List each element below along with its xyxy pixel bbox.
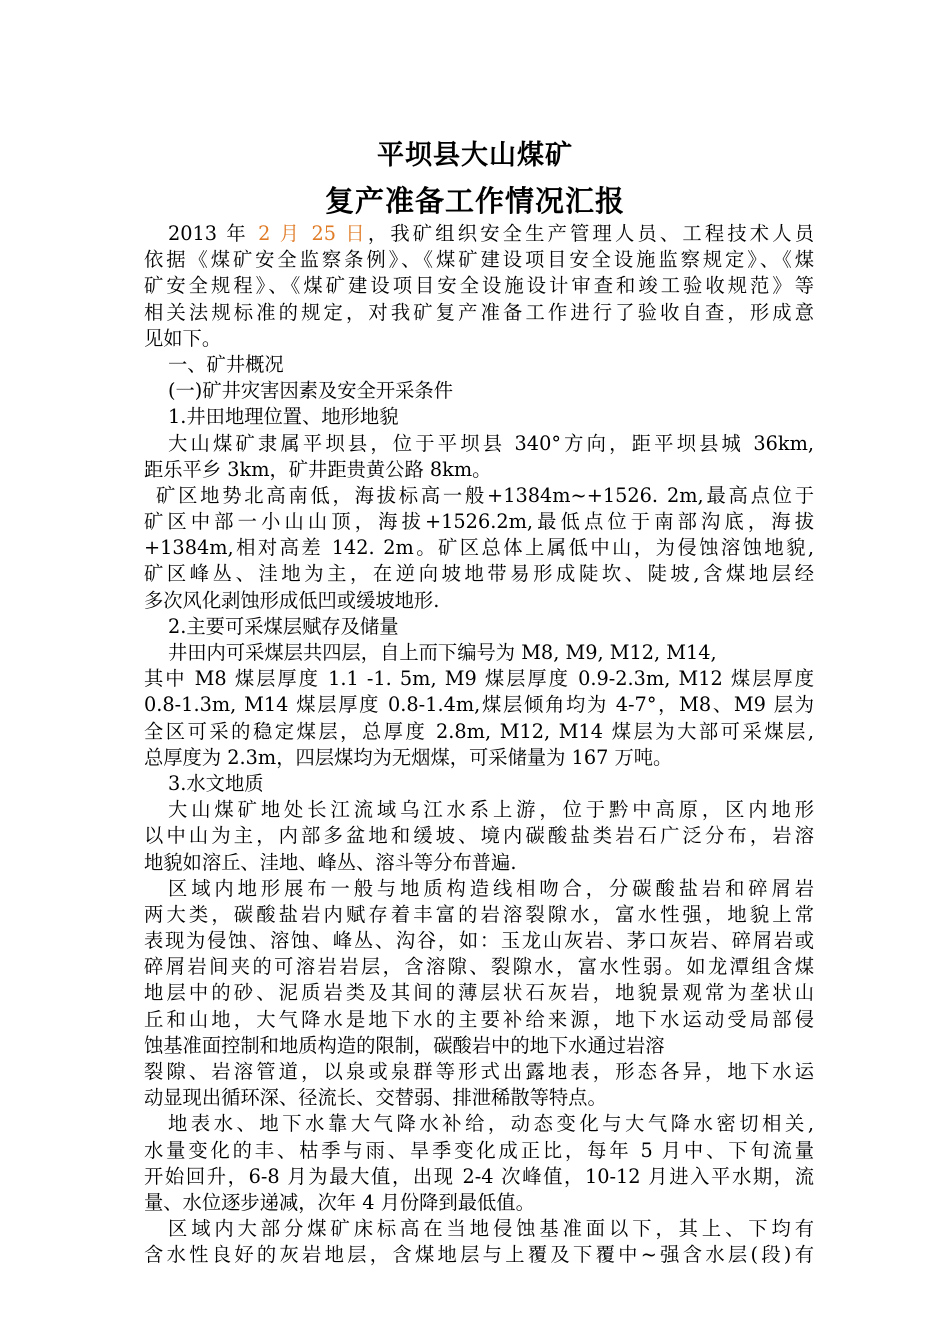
paragraph-line: 地层中的砂、泥质岩类及其间的薄层状石灰岩，地貌景观常为垄状山 [144,981,814,1005]
paragraph-line: 矿安全规程》、《煤矿建设项目安全设施设计审查和竣工验收规范》等 [144,274,814,298]
paragraph-line: 地貌如溶丘、洼地、峰丛、溶斗等分布普遍. [144,850,517,874]
paragraph-line: 动显现出循环深、径流长、交替弱、排泄稀散等特点。 [144,1086,607,1110]
paragraph-line: 相关法规标准的规定，对我矿复产准备工作进行了验收自查，形成意 [144,300,814,324]
paragraph-line: 0.8-1.3m, M14 煤层厚度 0.8-1.4m,煤层倾角均为 4-7°，M8、M9 层为 [144,693,814,717]
highlighted-date: 2 月 25 日 [258,222,368,245]
paragraph-line: 表现为侵蚀、溶蚀、峰丛、沟谷，如：玉龙山灰岩、茅口灰岩、碎屑岩或 [144,929,814,953]
paragraph-line: 水量变化的丰、枯季与雨、旱季变化成正比，每年 5 月中、下旬流量 [144,1138,814,1162]
paragraph-line: 总厚度为 2.3m，四层煤均为无烟煤，可采储量为 167 万吨。 [144,745,673,769]
paragraph-line: 井田内可采煤层共四层，自上而下编号为 M8, M9, M12, M14, [168,641,717,664]
doc-title-line1: 平坝县大山煤矿 [377,140,573,171]
paragraph-line: 两大类，碳酸盐岩内赋存着丰富的岩溶裂隙水，富水性强，地貌上常 [144,902,814,926]
paragraph-line: 其中 M8 煤层厚度 1.1 -1. 5m, M9 煤层厚度 0.9-2.3m, M12 煤层厚度 [144,667,814,691]
paragraph-line [144,221,814,247]
paragraph-line: 碎屑岩间夹的可溶岩岩层，含溶隙、裂隙水，富水性弱。如龙潭组含煤 [144,955,814,979]
paragraph-line: 裂隙、岩溶管道，以泉或泉群等形式出露地表，形态各异，地下水运 [144,1060,814,1083]
document-body [144,221,814,1269]
paragraph-line: 大山煤矿隶属平坝县，位于平坝县 340°方向，距平坝县城 36km, [168,431,814,455]
paragraph-line: 依据《煤矿安全监察条例》、《煤矿建设项目安全设施监察规定》、《煤 [144,248,814,272]
item-heading: 2.主要可采煤层赋存及储量 [168,614,399,638]
paragraph-line: +1384m,相对高差 142. 2m。矿区总体上属低中山，为侵蚀溶蚀地貌, [144,536,814,560]
paragraph-line: 大山煤矿地处长江流域乌江水系上游，位于黔中高原，区内地形 [168,798,814,822]
paragraph-line: 矿区峰丛、洼地为主，在逆向坡地带易形成陡坎、陡坡,含煤地层经 [144,562,814,586]
paragraph-line: 全区可采的稳定煤层，总厚度 2.8m, M12, M14 煤层为大部可采煤层, [144,719,814,743]
paragraph-line: 矿区中部一小山山顶，海拔+1526.2m,最低点位于南部沟底，海拔 [144,510,814,534]
paragraph-line: 以中山为主，内部多盆地和缓坡、境内碳酸盐类岩石广泛分布，岩溶 [144,824,814,848]
subsection-heading: (一)矿井灾害因素及安全开采条件 [168,379,453,403]
item-heading: 3.水文地质 [168,771,264,795]
paragraph-line: 区域内大部分煤矿床标高在当地侵蚀基准面以下，其上、下均有 [168,1217,814,1241]
paragraph-line: 地表水、地下水靠大气降水补给，动态变化与大气降水密切相关, [168,1112,814,1136]
paragraph-line: 丘和山地，大气降水是地下水的主要补给来源，地下水运动受局部侵 [144,1007,814,1031]
intro-text: ，我矿组织安全生产管理人员、工程技术人员 [367,222,815,245]
paragraph-line: 距乐平乡 3km，矿井距贵黄公路 8km。 [144,457,492,481]
doc-title-line2: 复产准备工作情况汇报 [324,184,625,218]
section-heading: 一、矿井概况 [168,352,284,376]
paragraph-line: 见如下。 [144,326,222,350]
paragraph-line: 含水性良好的灰岩地层，含煤地层与上覆及下覆中~强含水层(段)有 [144,1243,814,1267]
date-prefix: 2013 年 [168,222,259,245]
paragraph-line: 开始回升，6-8 月为最大值，出现 2-4 次峰值，10-12 月进入平水期，流 [144,1164,814,1188]
paragraph-line: 区域内地形展布一般与地质构造线相吻合，分碳酸盐岩和碎屑岩 [168,876,814,900]
paragraph-line: 蚀基准面控制和地质构造的限制，碳酸岩中的地下水通过岩溶 [144,1033,665,1057]
paragraph-line: 量、水位逐步递减，次年 4 月份降到最低值。 [144,1190,535,1214]
paragraph-line: 矿区地势北高南低，海拔标高一般+1384m~+1526. 2m,最高点位于 [156,483,814,507]
item-heading: 1.井田地理位置、地形地貌 [168,405,399,429]
paragraph-line: 多次风化剥蚀形成低凹或缓坡地形. [144,588,440,612]
